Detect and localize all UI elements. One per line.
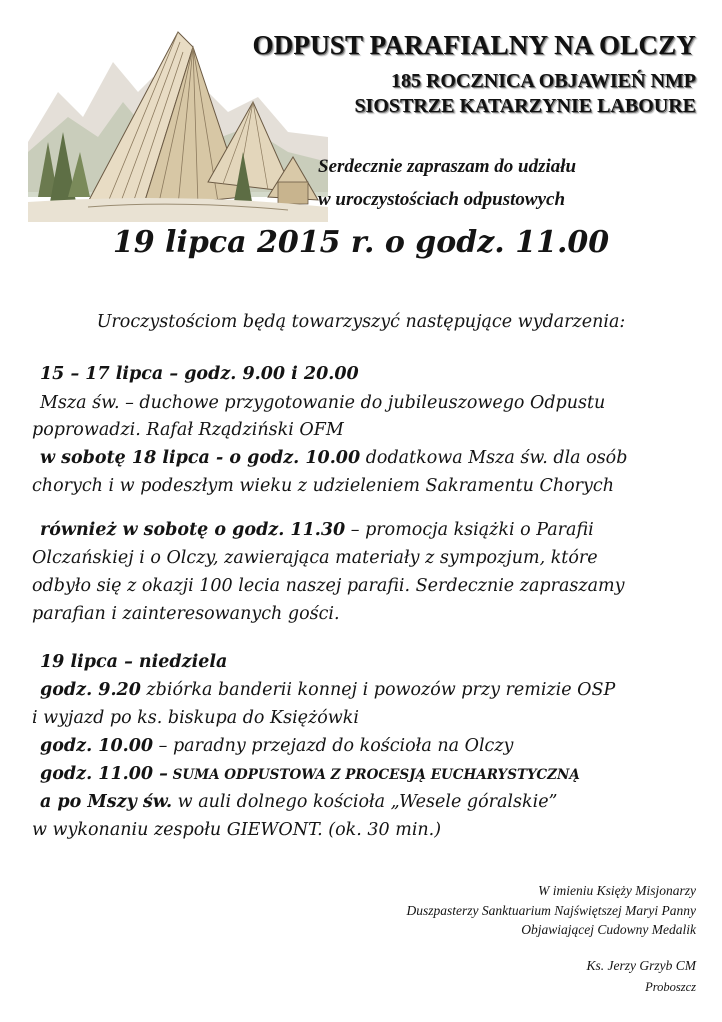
event-5-line-2: i wyjazd po ks. biskupa do Księżówki (32, 708, 359, 728)
event-5-rest: zbiórka banderii konnej i powozów przy remizie OSP (140, 680, 616, 700)
main-date: 19 lipca 2015 r. o godz. 11.00 (112, 225, 610, 260)
event-3-line-2: Olczańskiej i o Olczy, zawierająca materiały z sympozjum, które (32, 548, 598, 568)
event-7-caps: SUMA ODPUSTOWA Z PROCESJĄ EUCHARYSTYCZNĄ (167, 767, 580, 783)
signature-line-1: W imieniu Księży Misjonarzy (538, 883, 696, 898)
page-title: ODPUST PARAFIALNY NA OLCZY (252, 30, 696, 60)
event-3-line-4: parafian i zainteresowanych gości. (32, 604, 340, 624)
event-2-line-1 (40, 448, 627, 468)
signature-name: Ks. Jerzy Grzyb CM (586, 958, 696, 973)
signature-line-2: Duszpasterzy Sanktuarium Najświętszej Maryi Panny (406, 903, 696, 918)
page-subtitle-anniversary: 185 ROCZNICA OBJAWIEŃ NMP (390, 70, 696, 92)
event-2-line-2: chorych i w podeszłym wieku z udzieleniem Sakramentu Chorych (32, 476, 614, 496)
event-2-rest: dodatkowa Msza św. dla osób (360, 448, 628, 468)
event-8-rest: w auli dolnego kościoła „Wesele góralskie” (172, 792, 558, 812)
event-2-bold: w sobotę 18 lipca - o godz. 10.00 (40, 448, 361, 468)
event-7-bold: godz. 11.00 – (40, 764, 168, 784)
event-4-heading: 19 lipca – niedziela (40, 652, 228, 672)
invitation-line-2: w uroczystościach odpustowych (318, 189, 566, 210)
event-6-bold: godz. 10.00 (40, 736, 154, 756)
signature-line-3: Objawiającej Cudowny Medalik (521, 922, 696, 937)
event-8-line-1 (40, 792, 558, 812)
event-1-heading: 15 – 17 lipca – godz. 9.00 i 20.00 (40, 364, 359, 384)
event-3-rest: – promocja książki o Parafii (345, 520, 594, 540)
signature-role: Proboszcz (645, 980, 696, 994)
event-8-bold: a po Mszy św. (40, 792, 173, 812)
event-6-rest: – paradny przejazd do kościoła na Olczy (153, 736, 514, 756)
event-3-line-1 (40, 520, 594, 540)
invitation-line-1: Serdecznie zapraszam do udziału (318, 156, 577, 177)
event-8-line-2: w wykonaniu zespołu GIEWONT. (ok. 30 min.) (32, 820, 442, 840)
event-7-line (40, 764, 580, 784)
events-intro: Uroczystościom będą towarzyszyć następujące wydarzenia: (96, 312, 626, 332)
event-6-line (40, 736, 513, 756)
page-subtitle-saint: SIOSTRZE KATARZYNIE LABOURE (354, 95, 696, 117)
event-1-line-2: Msza św. – duchowe przygotowanie do jubileuszowego Odpustu (40, 393, 606, 413)
event-3-line-3: odbyło się z okazji 100 lecia naszej parafii. Serdecznie zapraszamy (32, 576, 625, 596)
event-3-bold: również w sobotę o godz. 11.30 (40, 520, 346, 540)
event-5-line-1 (40, 680, 615, 700)
event-1-line-3: poprowadzi. Rafał Rządziński OFM (32, 420, 344, 440)
event-5-bold: godz. 9.20 (40, 680, 141, 700)
